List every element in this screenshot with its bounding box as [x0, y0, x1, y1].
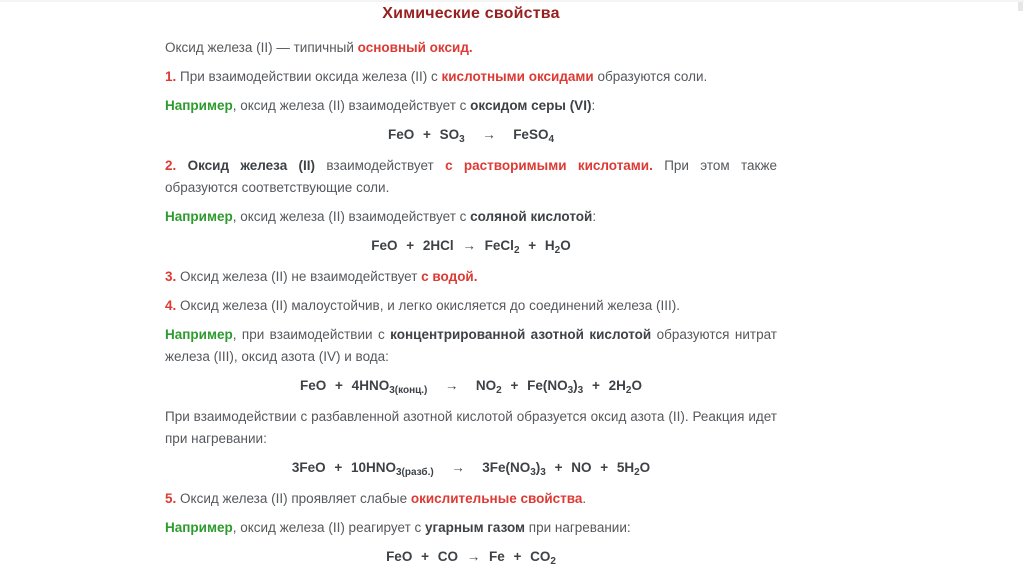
chemical-equation — [165, 546, 777, 568]
paragraph — [165, 155, 777, 199]
chemical-equation — [165, 375, 777, 397]
equation-text: O — [631, 378, 642, 393]
equation-subscript: 2 — [550, 556, 556, 567]
text-run: 1. — [165, 69, 177, 84]
text-run: 5. — [165, 491, 177, 506]
text-run: . — [582, 491, 587, 506]
text-run: Оксид железа (II) — типичный — [165, 40, 358, 55]
equation-text: + H — [519, 238, 555, 253]
equation-text: 3FeO + 10HNO — [291, 460, 396, 475]
text-run: Оксид железа (II) не взаимодействует — [176, 269, 422, 284]
text-run: 2. — [165, 158, 177, 173]
text-run: с растворимыми кислотами. — [445, 158, 653, 173]
equation-subscript: 3(разб.) — [395, 467, 434, 478]
text-run: кислотными оксидами — [441, 69, 594, 84]
chemical-equation — [165, 124, 777, 146]
paragraph — [165, 406, 777, 450]
equation-text: FeO + 2HCl → FeCl — [371, 238, 514, 253]
equation-subscript: 3 — [577, 385, 584, 396]
text-run: Например — [165, 98, 233, 113]
scrollbar-thumb-fragment — [1018, 2, 1023, 11]
text-run: образуются соли. — [593, 69, 708, 84]
text-run: При взаимодействии оксида железа (II) с — [176, 69, 442, 84]
equation-text: O — [639, 460, 651, 475]
text-run: окислительные свойства — [410, 491, 583, 506]
paragraph — [165, 66, 777, 88]
equation-text: ) — [535, 460, 541, 475]
text-run: Оксид железа (II) малоустойчив, и легко окисляется до соединений железа (III). — [176, 298, 680, 313]
text-run: , оксид железа (II) реагирует с — [232, 520, 425, 535]
equation-text: → FeSO — [464, 127, 549, 142]
equation-subscript: 3 — [530, 467, 536, 478]
paragraph — [165, 37, 777, 59]
equation-subscript: 2 — [634, 467, 640, 478]
equation-text: FeO + CO → Fe + CO — [386, 549, 551, 564]
text-run: , оксид железа (II) взаимодействует с — [232, 209, 471, 224]
text-run: оксидом серы (VI) — [470, 98, 592, 113]
equation-subscript: 3 — [540, 467, 546, 478]
text-run: 3. — [165, 269, 177, 284]
paragraph — [165, 488, 777, 510]
text-run: с водой. — [421, 269, 478, 284]
text-run: Например — [165, 327, 233, 342]
text-run: концентрированной азотной кислотой — [390, 327, 652, 342]
paragraph — [165, 266, 777, 288]
document-body — [165, 3, 777, 574]
chemical-equation — [165, 457, 777, 479]
page-title: Химические свойства — [382, 5, 560, 22]
text-run: При этом также образуются соответствующие соли. — [165, 158, 777, 195]
text-run: Оксид железа (II) проявляет слабые — [176, 491, 411, 506]
text-run: При взаимодействии с разбавленной азотной кислотой образуется оксид азота (II). Реакция идет при нагревании: — [165, 409, 777, 446]
equation-subscript: 3 — [459, 134, 465, 145]
text-run: 4. — [165, 298, 177, 313]
paragraph — [165, 206, 777, 228]
equation-text: → NO — [427, 378, 497, 393]
equation-subscript: 2 — [496, 385, 502, 396]
text-run: при нагревании: — [525, 520, 631, 535]
text-run: соляной кислотой — [470, 209, 593, 224]
text-run: : — [592, 209, 597, 224]
equation-subscript: 3 — [567, 385, 574, 396]
text-run: Например — [165, 209, 233, 224]
equation-subscript: 2 — [625, 385, 632, 396]
paragraph — [165, 324, 777, 368]
text-run: взаимодействует — [315, 158, 446, 173]
text-run: : — [591, 98, 596, 113]
paragraph — [165, 517, 777, 539]
text-run: , оксид железа (II) взаимодействует с — [232, 98, 471, 113]
equation-text: + Fe(NO — [501, 378, 568, 393]
equation-subscript: 2 — [554, 245, 561, 256]
text-run: Оксид железа (II) — [176, 158, 316, 173]
equation-subscript: 2 — [513, 245, 520, 256]
equation-text: + NO + 5H — [545, 460, 635, 475]
paragraph — [165, 295, 777, 317]
text-run: образуются нитрат железа (III), оксид азота (IV) и вода: — [165, 327, 777, 364]
equation-text: + 2H — [583, 378, 626, 393]
chemical-equation — [165, 235, 777, 257]
equation-text: FeO + 4HNO — [300, 378, 390, 393]
equation-text: ) — [573, 378, 578, 393]
text-run: угарным газом — [425, 520, 526, 535]
equation-text: → 3Fe(NO — [433, 460, 531, 475]
paragraph — [165, 95, 777, 117]
text-run: основный оксид. — [357, 40, 473, 55]
equation-subscript: 3(конц.) — [389, 385, 428, 396]
equation-text: FeO + SO — [387, 127, 460, 142]
equation-text: O — [560, 238, 571, 253]
equation-subscript: 4 — [548, 134, 555, 145]
text-run: , при взаимодействии с — [232, 327, 391, 342]
text-run: Например — [165, 520, 233, 535]
